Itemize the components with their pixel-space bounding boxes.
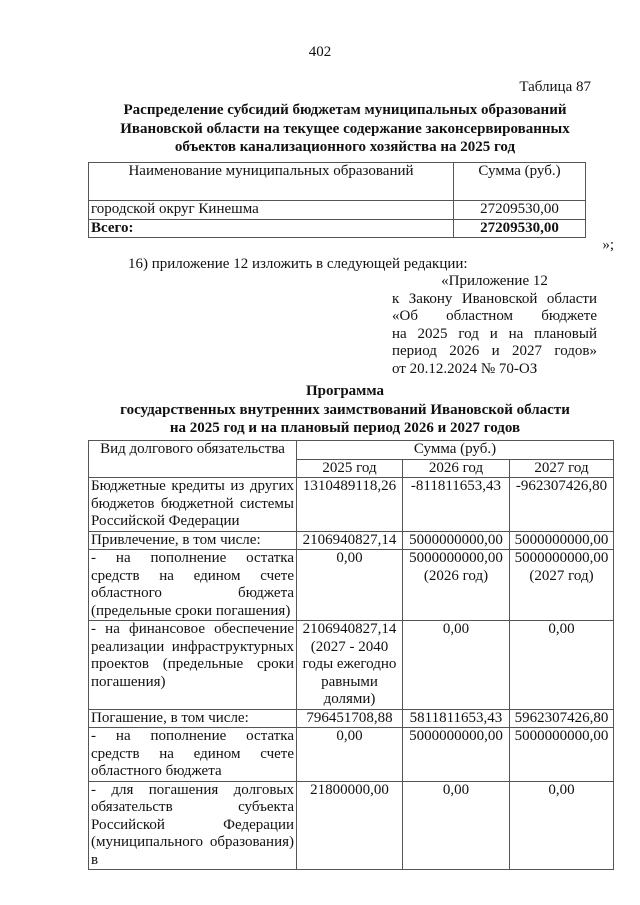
amount-2026 [403, 550, 510, 621]
total-row [89, 219, 586, 238]
header-municipality: Наименование муниципальных образований [89, 163, 454, 201]
amount-2025 [297, 478, 403, 532]
cell-line: средств на едином счете [91, 745, 294, 762]
amount-2027 [510, 728, 614, 782]
cell-line: 21800000,00 [310, 781, 389, 798]
title-line: Программа [306, 383, 384, 399]
total-label: Всего: [89, 219, 454, 238]
title-line: на 2025 год и на плановый период 2026 и 2027 годов [169, 420, 521, 436]
cell-line: 0,00 [442, 781, 470, 798]
header-year: 2027 год [510, 459, 614, 478]
table-label: Таблица 87 [519, 79, 591, 95]
header-year: 2025 год [297, 459, 403, 478]
cell-line: 5000000000,00 [514, 531, 609, 548]
amount-2027 [510, 531, 614, 550]
amount-2025 [297, 781, 403, 870]
title-line: объектов канализационного хозяйства на 2025 год [174, 139, 516, 155]
cell-line: 0,00 [548, 781, 575, 798]
cell-line: областного бюджета [91, 585, 294, 601]
table-row [89, 781, 614, 870]
cell-line: 0,00 [548, 621, 575, 637]
amount-2025 [297, 531, 403, 550]
program-title [70, 382, 620, 438]
obligation-type [89, 531, 297, 550]
obligation-type [89, 781, 297, 870]
cell-line: - на пополнение остатка [91, 550, 294, 566]
table-header-row [89, 163, 586, 201]
title-line: государственных внутренних заимствований Ивановской области [120, 401, 570, 418]
borrowing-program-table [88, 440, 614, 870]
cell-line: средств на едином счете [91, 567, 294, 584]
cell-line: 0,00 [442, 621, 470, 637]
paragraph-16: 16) приложение 12 изложить в следующей редакции: [128, 256, 468, 272]
header-year: 2026 год [403, 459, 510, 478]
table-row [89, 621, 614, 710]
appendix-line: от 20.12.2024 № 70-ОЗ [392, 360, 538, 377]
cell-line: (муниципального образования) в [91, 834, 294, 868]
obligation-type [89, 478, 297, 532]
cell-line: 5811811653,43 [409, 709, 503, 726]
cell-line: Российской Федерации [91, 513, 240, 529]
cell-line: - на финансовое обеспечение [91, 621, 294, 637]
header-amount: Сумма (руб.) [454, 163, 586, 201]
amount-2027 [510, 781, 614, 870]
appendix-line: на 2025 год и на плановый [392, 325, 597, 342]
amount-2026 [403, 781, 510, 870]
obligation-type [89, 728, 297, 782]
cell-line: областного бюджета [91, 763, 222, 779]
cell-line: 0,00 [336, 550, 363, 566]
amount-2026 [403, 531, 510, 550]
total-amount: 27209530,00 [454, 219, 586, 238]
cell-line: (предельные сроки погашения) [91, 602, 291, 619]
cell-line: (2026 год) [423, 567, 489, 584]
header-sum: Сумма (руб.) [297, 441, 614, 460]
obligation-type [89, 621, 297, 710]
cell-line: 5000000000,00 [409, 531, 503, 548]
municipality-name: городской округ Кинешма [89, 201, 454, 220]
cell-line: Привлечение, в том числе: [91, 531, 261, 548]
amount-value: 27209530,00 [454, 201, 586, 220]
amount-2027 [510, 709, 614, 728]
cell-line: 5000000000,00 [409, 728, 503, 744]
cell-line: Российской Федерации [91, 816, 294, 833]
cell-line: (2027 - 2040 [310, 638, 389, 655]
cell-line: 5962307426,80 [514, 709, 609, 726]
appendix-line: «Приложение 12 [441, 273, 548, 289]
table-row [89, 550, 614, 621]
amount-2026 [403, 621, 510, 710]
subsidy-table [88, 162, 586, 238]
header-obligation-type: Вид долгового обязательства [89, 441, 297, 478]
cell-line: - для погашения долговых [91, 781, 294, 798]
cell-line: проектов (предельные сроки [91, 656, 294, 672]
amount-2025 [297, 709, 403, 728]
cell-line: Погашение, в том числе: [91, 709, 249, 726]
cell-line: 796451708,88 [306, 709, 393, 726]
table-row [89, 201, 586, 220]
amount-2025 [297, 621, 403, 710]
cell-line: 2106940827,14 [302, 531, 397, 548]
cell-line: 5000000000,00 [514, 728, 609, 744]
cell-line: долями) [323, 691, 376, 707]
obligation-type [89, 709, 297, 728]
appendix-line: к Закону Ивановской области [392, 290, 597, 307]
amount-2027 [510, 621, 614, 710]
cell-line: бюджетов бюджетной системы [91, 495, 294, 512]
table-row [89, 531, 614, 550]
amount-2025 [297, 728, 403, 782]
cell-line: - на пополнение остатка [91, 728, 294, 744]
cell-line: равными [321, 673, 378, 690]
cell-line: 5000000000,00 [409, 550, 503, 566]
table-row [89, 709, 614, 728]
amount-2026 [403, 728, 510, 782]
cell-line: -962307426,80 [515, 478, 608, 494]
closing-quote: »; [602, 237, 614, 253]
page-number: 402 [308, 44, 332, 60]
amount-2025 [297, 550, 403, 621]
appendix-header [392, 273, 597, 379]
amount-2026 [403, 709, 510, 728]
cell-line: 2106940827,14 [302, 621, 397, 637]
obligation-type [89, 550, 297, 621]
cell-line: погашения) [91, 673, 166, 690]
amount-2026 [403, 478, 510, 532]
title-line: Ивановской области на текущее содержание законсервированных [120, 120, 570, 137]
table87-title [70, 101, 620, 157]
title-line: Распределение субсидий бюджетам муниципальных образований [123, 102, 567, 118]
amount-2027 [510, 478, 614, 532]
appendix-line: период 2026 и 2027 годов» [392, 343, 597, 360]
table-row [89, 728, 614, 782]
cell-line: реализации инфраструктурных [91, 638, 294, 655]
cell-line: 0,00 [336, 728, 363, 744]
cell-line: 5000000000,00 [514, 550, 609, 566]
table-row [89, 478, 614, 532]
cell-line: -811811653,43 [410, 478, 502, 494]
cell-line: годы ежегодно [302, 656, 397, 672]
cell-line: обязательств субъекта [91, 799, 294, 815]
cell-line: 1310489118,26 [302, 478, 397, 494]
appendix-line: «Об областном бюджете [392, 308, 597, 325]
table-header-row [89, 441, 614, 460]
cell-line: (2027 год) [529, 567, 594, 584]
cell-line: Бюджетные кредиты из других [91, 478, 294, 494]
amount-2027 [510, 550, 614, 621]
